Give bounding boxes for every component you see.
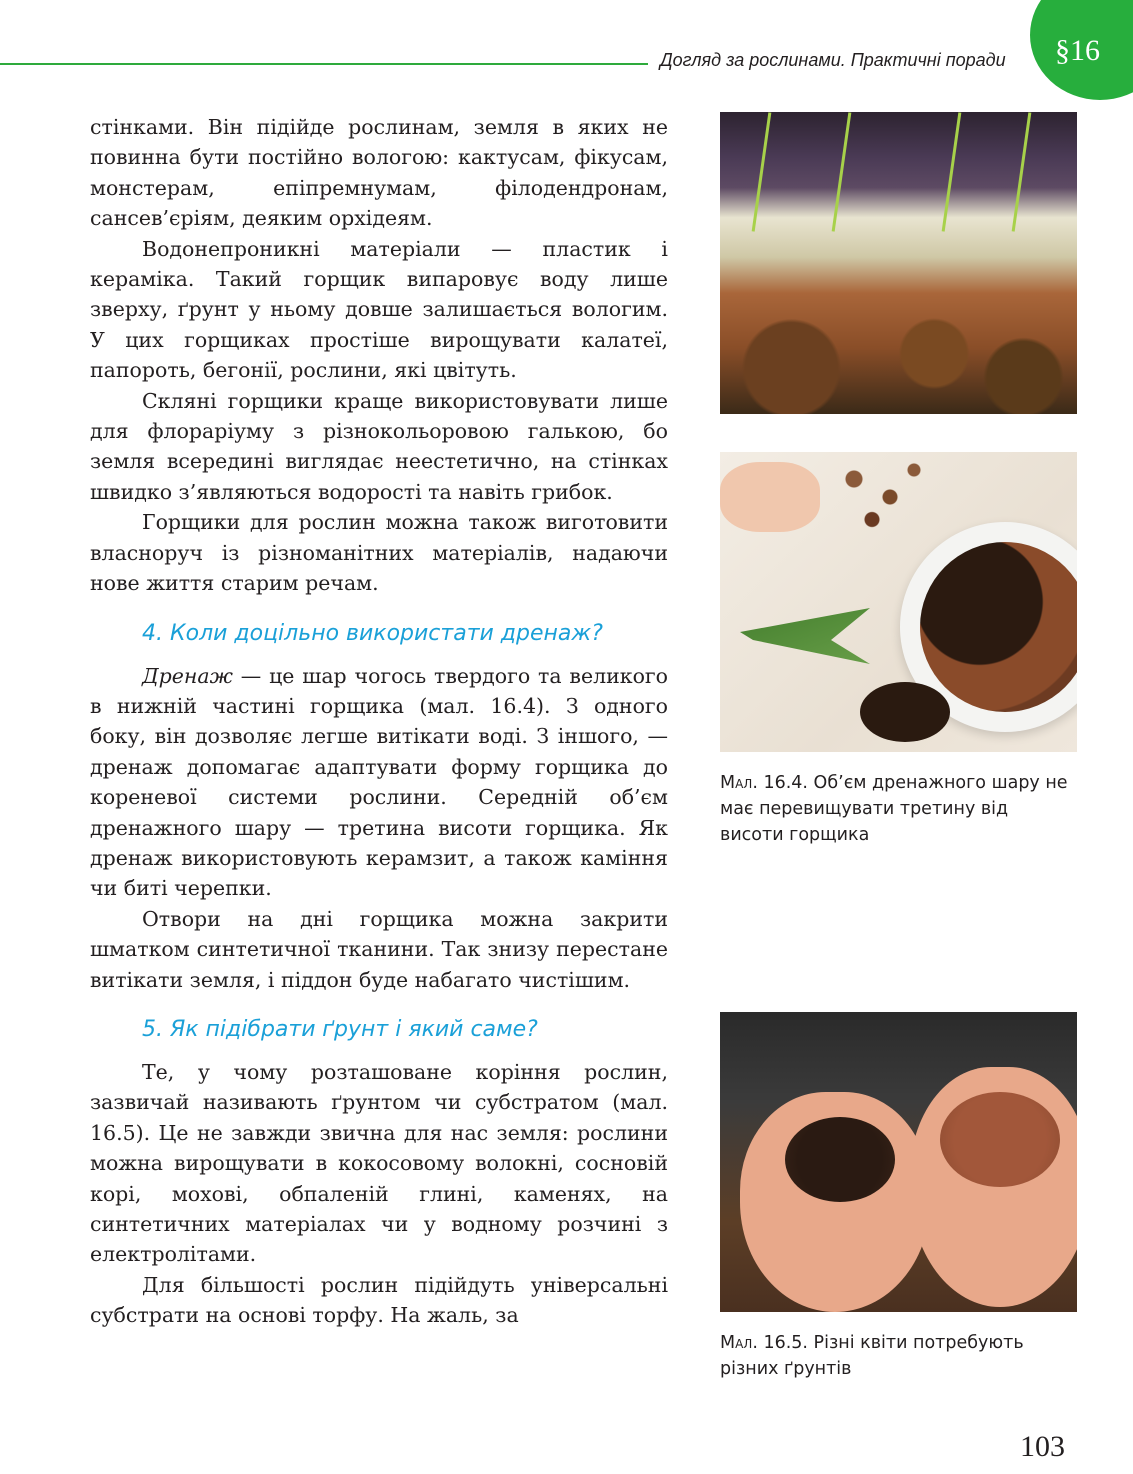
sprout (942, 112, 962, 231)
paragraph: Водонепроникні матеріали — пластик і кераміка. Такий горщик випаровує воду лише зверху, ґрунт у ньому довше залишається вологим. У цих горщиках простіше вирощувати калатеї, папороть, бегонії, рослини, які цвітуть. (90, 236, 668, 383)
paragraph: Отвори на дні горщика можна закрити шматком синтетичної тканини. Так знизу перестане витікати земля, і піддон буде набагато чистішим. (90, 906, 668, 992)
soil-pile (860, 682, 950, 742)
caption-label: Мал. (720, 773, 758, 793)
sprout (832, 112, 852, 231)
paragraph: стінками. Він підійде рослинам, земля в яких не повинна бути постійно вологою: кактусам, фікусам, монстерам, епіпремнумам, філодендронам, сансев’єріям, деяким орхідеям. (90, 115, 668, 231)
section-heading: 4. Коли доцільно використати дренаж? (142, 620, 603, 646)
sprout (752, 112, 772, 231)
caption-text: 16.5. Різні квіти потребують різних ґрунтів (720, 1333, 1024, 1379)
paragraph: Те, у чому розташоване коріння рослин, зазвичай називають ґрунтом чи субстратом (мал. 16.5). Це не завжди звична для нас земля: рослини можна вирощувати в кокосовому волокні, сосновій корі, мохові, обпаленій глині, каменях, на синтетичних матеріалах чи у водному розчині з електролітами. (90, 1059, 668, 1267)
paragraph (90, 661, 668, 904)
clay-pebbles (830, 452, 950, 542)
paragraph: Горщики для рослин можна також виготовити власноруч із різноманітних матеріалів, надаючи нове життя старим речам. (90, 510, 668, 596)
sprout (1012, 112, 1032, 231)
hand (720, 462, 820, 532)
paragraph: Скляні горщики краще використовувати лише для флораріуму з різнокольоровою галькою, бо земля всередині виглядає неестетично, на стінках швидко з’являються водорості та навіть грибок. (90, 388, 668, 504)
caption-label: Мал. (720, 1333, 758, 1353)
section-heading: 5. Як підібрати ґрунт і який саме? (142, 1016, 538, 1042)
red-soil (940, 1092, 1060, 1187)
header-rule (0, 63, 648, 65)
caption-text: 16.4. Об’єм дренажного шару не має перевищувати третину від висоти горщика (720, 773, 1068, 845)
paragraph: Для більшості рослин підійдуть універсальні субстрати на основі торфу. На жаль, за (90, 1272, 668, 1328)
figure-caption-16-5 (720, 1330, 1077, 1382)
main-text-column (90, 112, 668, 1331)
paragraph-text: — це шар чогось твердого та великого в нижній частині горщика (мал. 16.4). З одного боку, він дозволяє легше витікати воді. З іншого, — дренаж допомагає адаптувати форму горщика до кореневої системи рослини. Середній об’єм дренажного шару — третина висоти горщика. Як дренаж використовують керамзит, а також каміння чи биті черепки. (90, 663, 668, 901)
dark-soil (785, 1117, 895, 1202)
term: Дренаж (142, 663, 233, 688)
soil-hands-photo (720, 1012, 1077, 1312)
plant-leaves (740, 592, 870, 672)
florarium-photo (720, 112, 1077, 414)
page-number: 103 (1020, 1430, 1065, 1463)
figure-caption-16-4 (720, 770, 1077, 848)
running-title: Догляд за рослинами. Практичні поради (660, 50, 1006, 70)
section-number: §16 (1055, 34, 1100, 67)
bowl-soil (920, 542, 1077, 712)
drainage-photo (720, 452, 1077, 752)
